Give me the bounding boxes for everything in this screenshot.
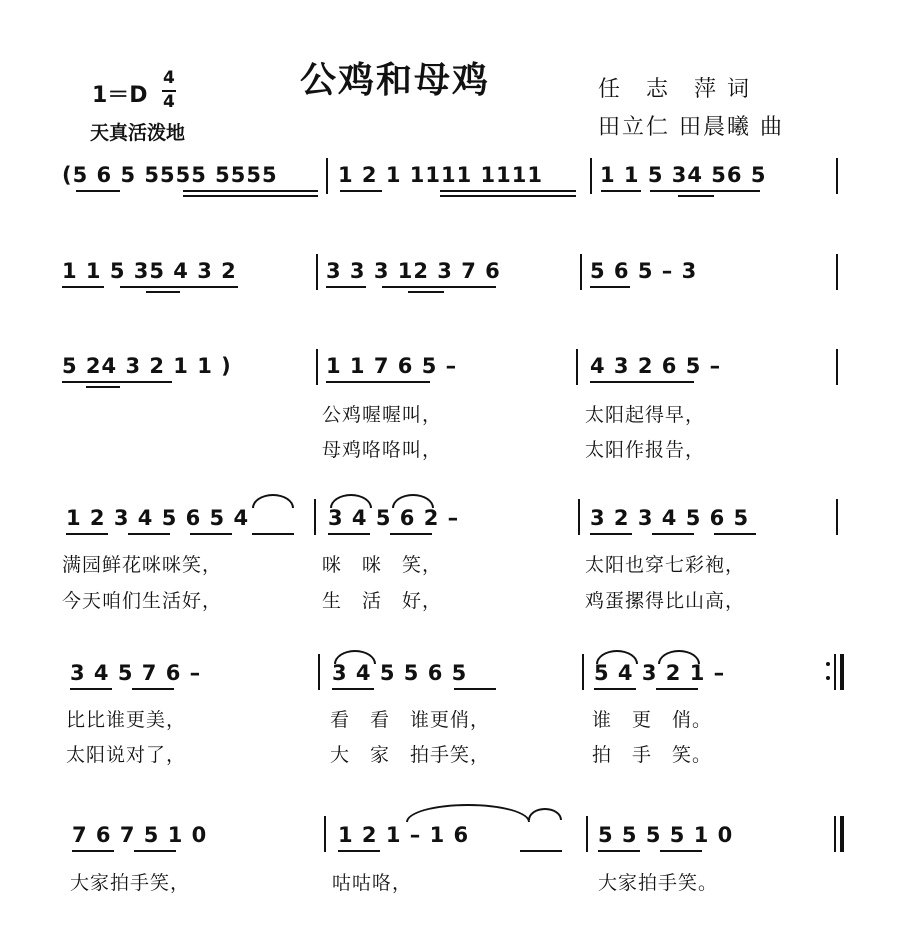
row1-measure2: 1 2 1 1111 1111 bbox=[338, 163, 543, 187]
barline bbox=[590, 158, 592, 194]
barline bbox=[582, 654, 584, 690]
row3-lyric2-m3: 太阳作报告， bbox=[585, 439, 706, 461]
row5-lyric1-m2: 看 看 谁更俏， bbox=[330, 709, 491, 731]
row4-measure2: 3 4 5 6 2 – bbox=[328, 506, 460, 530]
song-title: 公鸡和母鸡 bbox=[300, 60, 491, 101]
row6-lyric1-m3: 大家拍手笑。 bbox=[598, 872, 719, 894]
row4-lyric2-m3: 鸡蛋摞得比山高， bbox=[585, 590, 746, 612]
lyricist-credit: 任 志 萍 词 bbox=[598, 77, 751, 102]
row4-measure1: 1 2 3 4 5 6 5 4 bbox=[66, 506, 250, 530]
time-signature-top: 4 bbox=[163, 68, 175, 88]
row5-measure2: 3 4 5 5 6 5 bbox=[332, 661, 468, 685]
tempo-marking: 天真活泼地 bbox=[90, 122, 186, 144]
barline bbox=[576, 349, 578, 385]
row6-measure1: 7 6 7 5 1 0 bbox=[72, 823, 208, 847]
barline bbox=[578, 499, 580, 535]
barline bbox=[836, 254, 838, 290]
row4-lyric1-m1: 满园鲜花咪咪笑， bbox=[62, 554, 223, 576]
row2-measure2: 3 3 3 12 3 7 6 bbox=[326, 259, 501, 283]
row3-lyric1-m3: 太阳起得早， bbox=[585, 404, 706, 426]
slur bbox=[528, 808, 562, 820]
barline bbox=[836, 349, 838, 385]
row1-measure1: (5 6 5 5555 5555 bbox=[62, 163, 278, 187]
row3-measure3: 4 3 2 6 5 – bbox=[590, 354, 722, 378]
barline bbox=[316, 349, 318, 385]
row6-lyric1-m2: 咕咕咯， bbox=[332, 872, 413, 894]
barline bbox=[324, 816, 326, 852]
barline bbox=[326, 158, 328, 194]
row6-measure2: 1 2 1 – 1 6 bbox=[338, 823, 470, 847]
row5-measure1: 3 4 5 7 6 – bbox=[70, 661, 202, 685]
row5-lyric1-m3: 谁 更 俏。 bbox=[592, 709, 713, 731]
row4-lyric2-m1: 今天咱们生活好， bbox=[62, 590, 223, 612]
composer-credit: 田立仁 田晨曦 曲 bbox=[598, 115, 784, 140]
row3-measure1: 5 24 3 2 1 1 ) bbox=[62, 354, 232, 378]
key-signature: 1＝D bbox=[92, 83, 148, 108]
row5-lyric2-m2: 大 家 拍手笑， bbox=[330, 744, 491, 766]
slur bbox=[334, 650, 376, 664]
repeat-dot bbox=[826, 676, 830, 680]
row3-lyric1-m2: 公鸡喔喔叫， bbox=[322, 404, 443, 426]
row3-lyric2-m2: 母鸡咯咯叫， bbox=[322, 439, 443, 461]
row2-measure3: 5 6 5 – 3 bbox=[590, 259, 698, 283]
slur bbox=[658, 650, 700, 664]
final-barline-thin bbox=[834, 816, 836, 852]
row3-measure2: 1 1 7 6 5 – bbox=[326, 354, 458, 378]
row4-lyric1-m3: 太阳也穿七彩袍， bbox=[585, 554, 746, 576]
final-barline-thick bbox=[840, 816, 844, 852]
barline bbox=[836, 158, 838, 194]
time-signature-bottom: 4 bbox=[163, 92, 175, 112]
slur bbox=[330, 494, 372, 508]
row1-measure3: 1 1 5 34 56 5 bbox=[600, 163, 767, 187]
row2-measure1: 1 1 5 35 4 3 2 bbox=[62, 259, 237, 283]
row5-lyric2-m1: 太阳说对了， bbox=[66, 744, 187, 766]
barline bbox=[314, 499, 316, 535]
row4-measure3: 3 2 3 4 5 6 5 bbox=[590, 506, 750, 530]
row6-lyric1-m1: 大家拍手笑， bbox=[70, 872, 191, 894]
repeat-dot bbox=[826, 662, 830, 666]
slur bbox=[596, 650, 638, 664]
barline bbox=[836, 499, 838, 535]
slur bbox=[406, 804, 530, 822]
slur bbox=[392, 494, 434, 508]
repeat-barline-thin bbox=[834, 654, 836, 690]
barline bbox=[316, 254, 318, 290]
barline bbox=[318, 654, 320, 690]
row5-lyric2-m3: 拍 手 笑。 bbox=[592, 744, 713, 766]
row4-lyric2-m2: 生 活 好， bbox=[322, 590, 443, 612]
row4-lyric1-m2: 咪 咪 笑， bbox=[322, 554, 443, 576]
repeat-barline-thick bbox=[840, 654, 844, 690]
row5-lyric1-m1: 比比谁更美， bbox=[66, 709, 187, 731]
barline bbox=[586, 816, 588, 852]
slur bbox=[252, 494, 294, 508]
barline bbox=[580, 254, 582, 290]
row5-measure3: 5 4 3 2 1 – bbox=[594, 661, 726, 685]
row6-measure3: 5 5 5 5 1 0 bbox=[598, 823, 734, 847]
